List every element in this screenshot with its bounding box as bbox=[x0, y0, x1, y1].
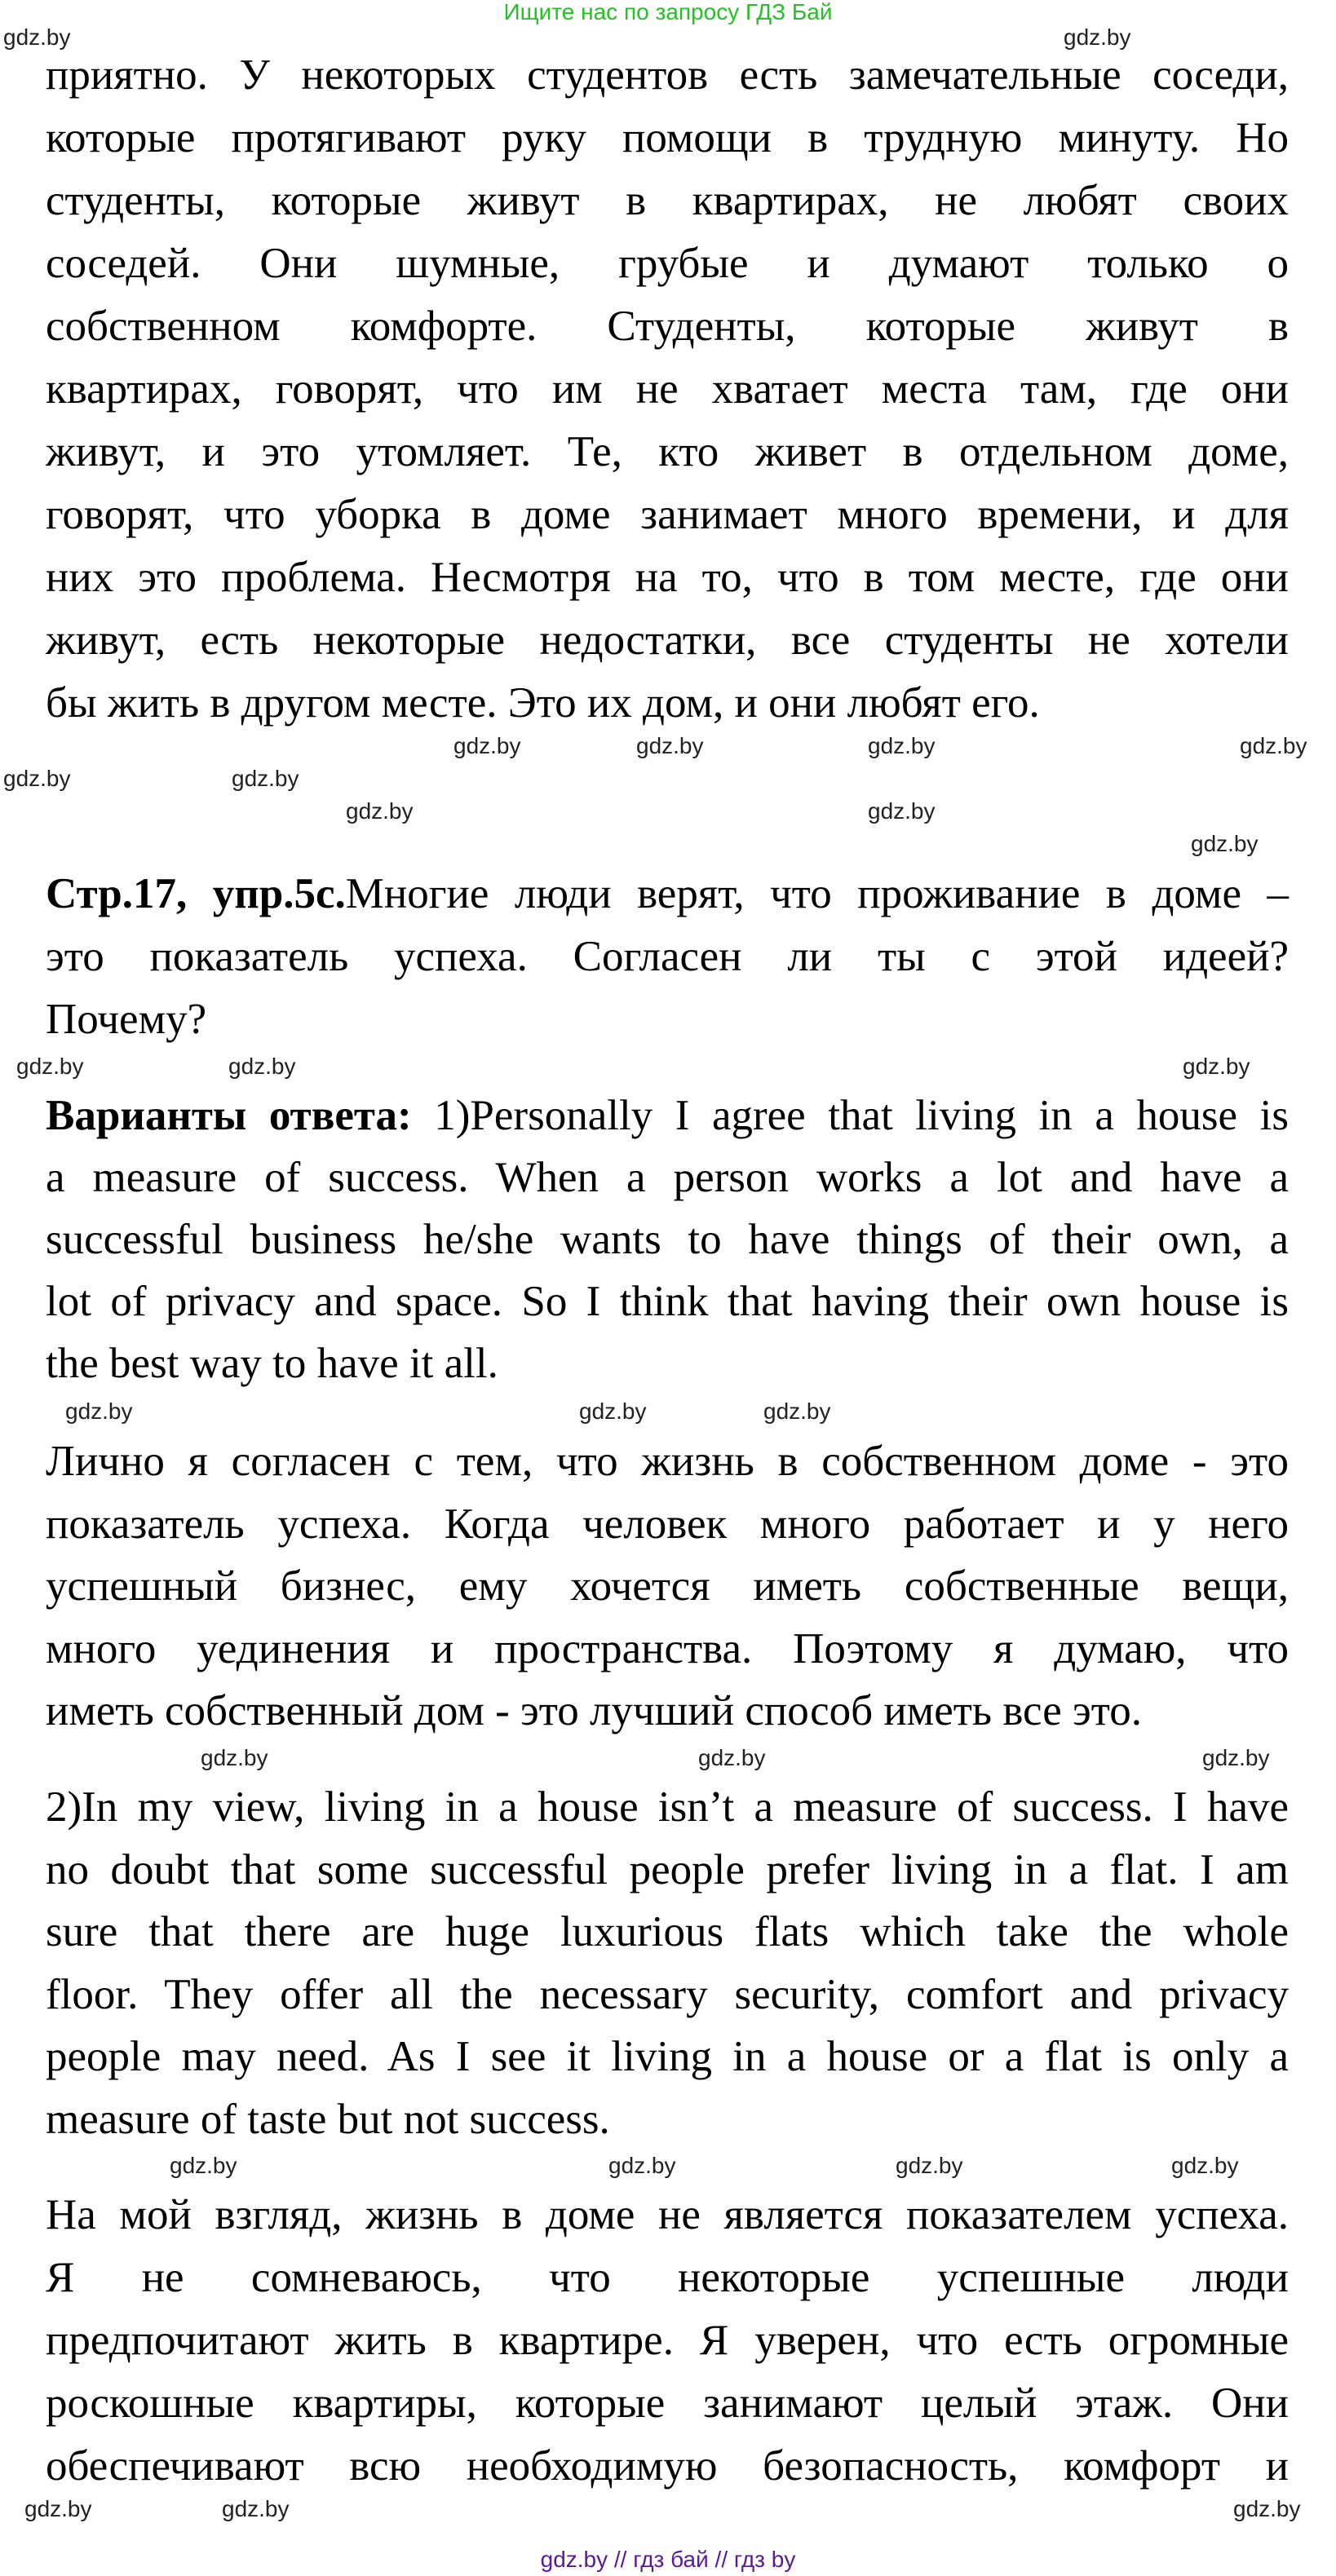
text-line bbox=[46, 1500, 1289, 1549]
line-text: них это проблема. Несмотря на то, что в том месте, где они bbox=[46, 554, 1289, 601]
line-text: no doubt that some successful people prefer living in a flat. I am bbox=[46, 1845, 1289, 1893]
text-line bbox=[46, 2032, 1289, 2081]
line-text: роскошные квартиры, которые занимают целый этаж. Они bbox=[46, 2379, 1289, 2427]
text-line bbox=[46, 113, 1289, 162]
watermark: gdz.by bbox=[1171, 2153, 1239, 2178]
line-text: На мой взгляд, жизнь в доме не является показателем успеха. bbox=[46, 2191, 1289, 2238]
text-line bbox=[46, 2253, 1289, 2302]
line-text: приятно. У некоторых студентов есть замечательные соседи, bbox=[46, 51, 1289, 99]
line-text: иметь собственный дом - это лучший способ иметь все это. bbox=[46, 1687, 1142, 1734]
watermark: gdz.by bbox=[1240, 733, 1307, 758]
watermark: gdz.by bbox=[608, 2153, 676, 2178]
text-line bbox=[46, 1091, 1289, 1140]
line-text: собственном комфорте. Студенты, которые живут в bbox=[46, 303, 1289, 350]
line-text: много уединения и пространства. Поэтому я думаю, что bbox=[46, 1624, 1289, 1672]
text-line bbox=[46, 239, 1289, 288]
watermark: gdz.by bbox=[170, 2153, 237, 2178]
text-line bbox=[46, 2095, 1289, 2144]
watermark: gdz.by bbox=[346, 798, 414, 824]
watermark: gdz.by bbox=[1233, 2496, 1301, 2521]
watermark: gdz.by bbox=[579, 1398, 647, 1424]
line-text: successful business he/she wants to have things of their own, a bbox=[46, 1216, 1289, 1263]
line-text: успешный бизнес, ему хочется иметь собственные вещи, bbox=[46, 1562, 1289, 1610]
text-line bbox=[46, 678, 1289, 727]
line-text: Лично я согласен с тем, что жизнь в собственном доме - это bbox=[46, 1438, 1289, 1485]
watermark: gdz.by bbox=[232, 766, 299, 791]
text-line bbox=[46, 932, 1289, 981]
text-line bbox=[46, 1277, 1289, 1326]
footer-banner: gdz.by // гдз бай // гдз by bbox=[540, 2547, 796, 2572]
text-line bbox=[46, 1783, 1289, 1831]
text-line bbox=[46, 1970, 1289, 2019]
text-line bbox=[46, 2190, 1289, 2239]
text-line bbox=[46, 1686, 1289, 1735]
text-line bbox=[46, 1437, 1289, 1486]
watermark: gdz.by bbox=[3, 24, 71, 50]
watermark: gdz.by bbox=[201, 1745, 268, 1770]
line-text: floor. They offer all the necessary security, comfort and privacy bbox=[46, 1970, 1289, 2018]
watermark: gdz.by bbox=[65, 1398, 133, 1424]
watermark: gdz.by bbox=[636, 733, 704, 758]
line-text: Многие люди верят, что проживание в доме – bbox=[345, 870, 1289, 917]
text-line bbox=[46, 490, 1289, 539]
text-line bbox=[46, 1562, 1289, 1611]
watermark: gdz.by bbox=[1183, 1054, 1250, 1079]
watermark: gdz.by bbox=[228, 1054, 296, 1079]
line-text: 1)Personally I agree that living in a house is bbox=[434, 1092, 1289, 1139]
text-line bbox=[46, 1907, 1289, 1956]
line-text: Я не сомневаюсь, что некоторые успешные люди bbox=[46, 2254, 1289, 2301]
line-text: предпочитают жить в квартире. Я уверен, что есть огромные bbox=[46, 2317, 1289, 2364]
text-line bbox=[46, 869, 1289, 918]
line-text: это показатель успеха. Согласен ли ты с этой идеей? bbox=[46, 933, 1289, 980]
text-line bbox=[46, 51, 1289, 99]
watermark: gdz.by bbox=[3, 766, 71, 791]
watermark: gdz.by bbox=[698, 1745, 766, 1770]
text-line bbox=[46, 1215, 1289, 1264]
text-line bbox=[46, 176, 1289, 225]
line-text: живут, и это утомляет. Те, кто живет в отдельном доме, bbox=[46, 428, 1289, 475]
text-line bbox=[46, 365, 1289, 413]
watermark: gdz.by bbox=[1191, 831, 1259, 856]
line-text: the best way to have it all. bbox=[46, 1340, 498, 1387]
watermark: gdz.by bbox=[1064, 24, 1131, 50]
text-line bbox=[46, 2441, 1289, 2490]
watermark: gdz.by bbox=[896, 2153, 963, 2178]
watermark: gdz.by bbox=[868, 798, 936, 824]
text-line bbox=[46, 995, 1289, 1044]
line-text: бы жить в другом месте. Это их дом, и они любят его. bbox=[46, 679, 1040, 727]
watermark: gdz.by bbox=[868, 733, 936, 758]
line-text: показатель успеха. Когда человек много работает и у него bbox=[46, 1500, 1289, 1548]
text-line bbox=[46, 2379, 1289, 2428]
line-text: 2)In my view, living in a house isn’t a measure of success. I have bbox=[46, 1783, 1289, 1831]
watermark: gdz.by bbox=[1202, 1745, 1270, 1770]
line-text: обеспечивают всю необходимую безопасность, комфорт и bbox=[46, 2442, 1289, 2490]
line-text: живут, есть некоторые недостатки, все студенты не хотели bbox=[46, 616, 1289, 664]
text-line bbox=[46, 1845, 1289, 1894]
text-line bbox=[46, 1153, 1289, 1202]
text-line bbox=[46, 1339, 1289, 1388]
watermark: gdz.by bbox=[16, 1054, 84, 1079]
line-text: которые протягивают руку помощи в трудную минуту. Но bbox=[46, 114, 1289, 161]
text-line bbox=[46, 616, 1289, 665]
text-line bbox=[46, 427, 1289, 476]
bold-label: Стр.17, упр.5с. bbox=[46, 870, 346, 917]
line-text: sure that there are huge luxurious flats which take the whole bbox=[46, 1908, 1289, 1955]
bold-label: Варианты ответа: bbox=[46, 1092, 435, 1139]
line-text: студенты, которые живут в квартирах, не любят своих bbox=[46, 177, 1289, 224]
watermark: gdz.by bbox=[222, 2496, 290, 2521]
text-line bbox=[46, 553, 1289, 602]
watermark: gdz.by bbox=[453, 733, 521, 758]
line-text: lot of privacy and space. So I think that having their own house is bbox=[46, 1278, 1289, 1325]
watermark: gdz.by bbox=[24, 2496, 92, 2521]
line-text: Почему? bbox=[46, 996, 207, 1043]
text-line bbox=[46, 302, 1289, 351]
line-text: people may need. As I see it living in a house or a flat is only a bbox=[46, 2033, 1289, 2080]
line-text: measure of taste but not success. bbox=[46, 2095, 610, 2143]
line-text: квартирах, говорят, что им не хватает места там, где они bbox=[46, 365, 1289, 413]
watermark: gdz.by bbox=[763, 1398, 831, 1424]
search-banner: Ищите нас по запросу ГДЗ Бай bbox=[503, 0, 833, 24]
line-text: говорят, что уборка в доме занимает много времени, и для bbox=[46, 491, 1289, 538]
line-text: соседей. Они шумные, грубые и думают только о bbox=[46, 240, 1289, 287]
text-line bbox=[46, 1624, 1289, 1673]
line-text: a measure of success. When a person works a lot and have a bbox=[46, 1154, 1289, 1201]
text-line bbox=[46, 2316, 1289, 2365]
